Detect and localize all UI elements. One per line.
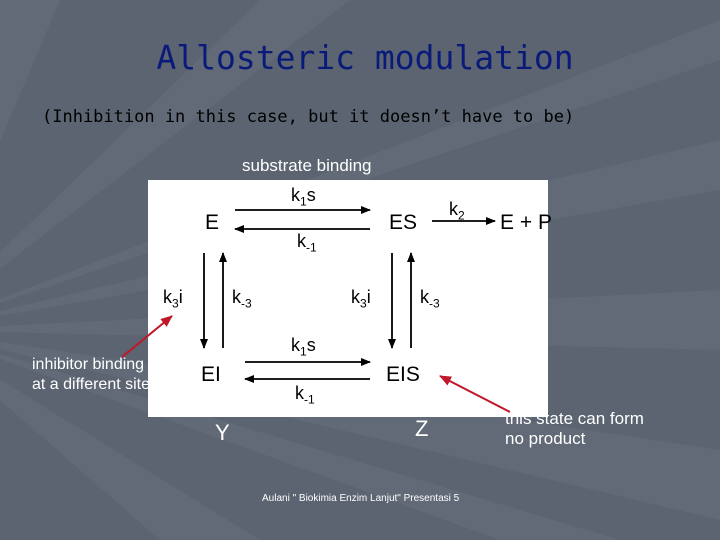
- rate-km1-bottom: $k_{-1}$: [295, 383, 315, 407]
- rate-k2: $k_2$: [449, 199, 465, 223]
- slide-title: Allosteric modulation: [156, 38, 574, 77]
- pointer-arrow-product: [440, 376, 510, 412]
- rate-km3-left: $k_{-3}$: [232, 287, 252, 311]
- substrate-binding-label: substrate binding: [242, 156, 372, 175]
- species-es: ES: [389, 211, 418, 234]
- species-e: E: [205, 211, 220, 234]
- no-product-label: this state can form no product: [505, 409, 644, 448]
- rate-k3i-right: $k_3i$: [351, 287, 371, 311]
- rate-km3-right: $k_{-3}$: [420, 287, 440, 311]
- rate-k3i-left: $k_3i$: [163, 287, 183, 311]
- species-eis: EIS: [386, 363, 420, 386]
- inhibitor-binding-label: inhibitor binding at a different site: [32, 356, 150, 393]
- label-y: Y: [215, 420, 230, 445]
- rate-k1s-bottom: $k_1s$: [291, 335, 316, 359]
- slide-footer: Aulani " Biokimia Enzim Lanjut" Presentasi 5: [262, 493, 460, 504]
- rate-k1s-top: $k_1s$: [291, 185, 316, 209]
- pointer-arrow-inhibitor: [122, 316, 172, 357]
- rate-km1-top: $k_{-1}$: [297, 231, 317, 255]
- species-ei: EI: [201, 363, 221, 386]
- label-z: Z: [415, 416, 429, 441]
- species-e-plus-p: E + P: [500, 211, 552, 234]
- slide-subtitle: (Inhibition in this case, but it doesn’t have to be): [42, 107, 575, 127]
